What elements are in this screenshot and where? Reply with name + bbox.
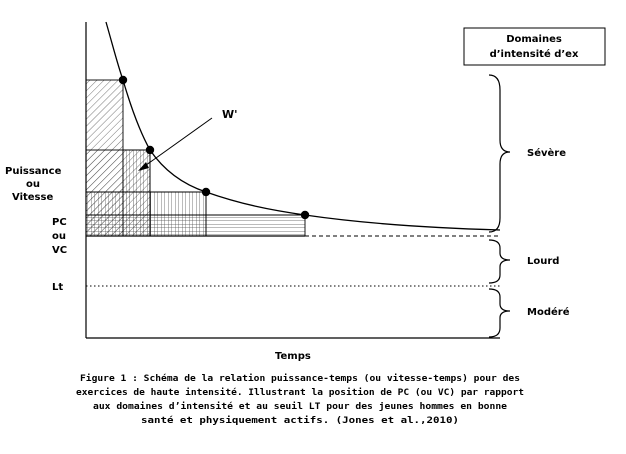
curve-point-3 <box>202 188 210 196</box>
brace-heavy <box>489 240 510 283</box>
pc-label-line1: PC <box>52 217 67 228</box>
brace-severe <box>489 75 510 232</box>
domains-header-line1: Domaines <box>506 34 562 45</box>
curve-point-4 <box>301 211 309 219</box>
w-prime-arrow <box>138 118 212 171</box>
lt-label: Lt <box>52 282 64 293</box>
w-prime-label: W' <box>222 108 238 121</box>
brace-moderate <box>489 289 510 337</box>
curve-point-1 <box>119 76 127 84</box>
caption-line4: santé et physiquement actifs. (Jones et al.,2010) <box>141 416 407 426</box>
domains-header-box <box>464 28 605 65</box>
caption-line3: aux domaines d’intensité et au seuil LT pour des jeunes hommes en bonne <box>93 402 478 412</box>
pc-label-line2: ou <box>52 231 66 242</box>
x-axis-label: Temps <box>275 351 311 362</box>
w-prime-rectangles <box>86 80 305 236</box>
domains-header-line2: d’intensité d’ex <box>489 49 579 60</box>
domain-moderate-label: Modéré <box>527 307 570 318</box>
domain-heavy-label: Lourd <box>527 256 560 267</box>
caption-line1: Figure 1 : Schéma de la relation puissance-temps (ou vitesse-temps) pour des <box>80 374 492 384</box>
domain-severe-label: Sévère <box>527 148 566 159</box>
curve-point-2 <box>146 146 154 154</box>
caption-line2: exercices de haute intensité. Illustrant la position de PC (ou VC) par rapport <box>76 388 499 398</box>
y-axis-label-line1: Puissance <box>5 166 62 177</box>
pc-label-line3: VC <box>52 245 68 256</box>
y-axis-label-line3: Vitesse <box>12 192 54 203</box>
y-axis-label-line2: ou <box>26 179 40 190</box>
w-prime-rect-4 <box>86 215 305 236</box>
figure-caption <box>76 373 524 426</box>
